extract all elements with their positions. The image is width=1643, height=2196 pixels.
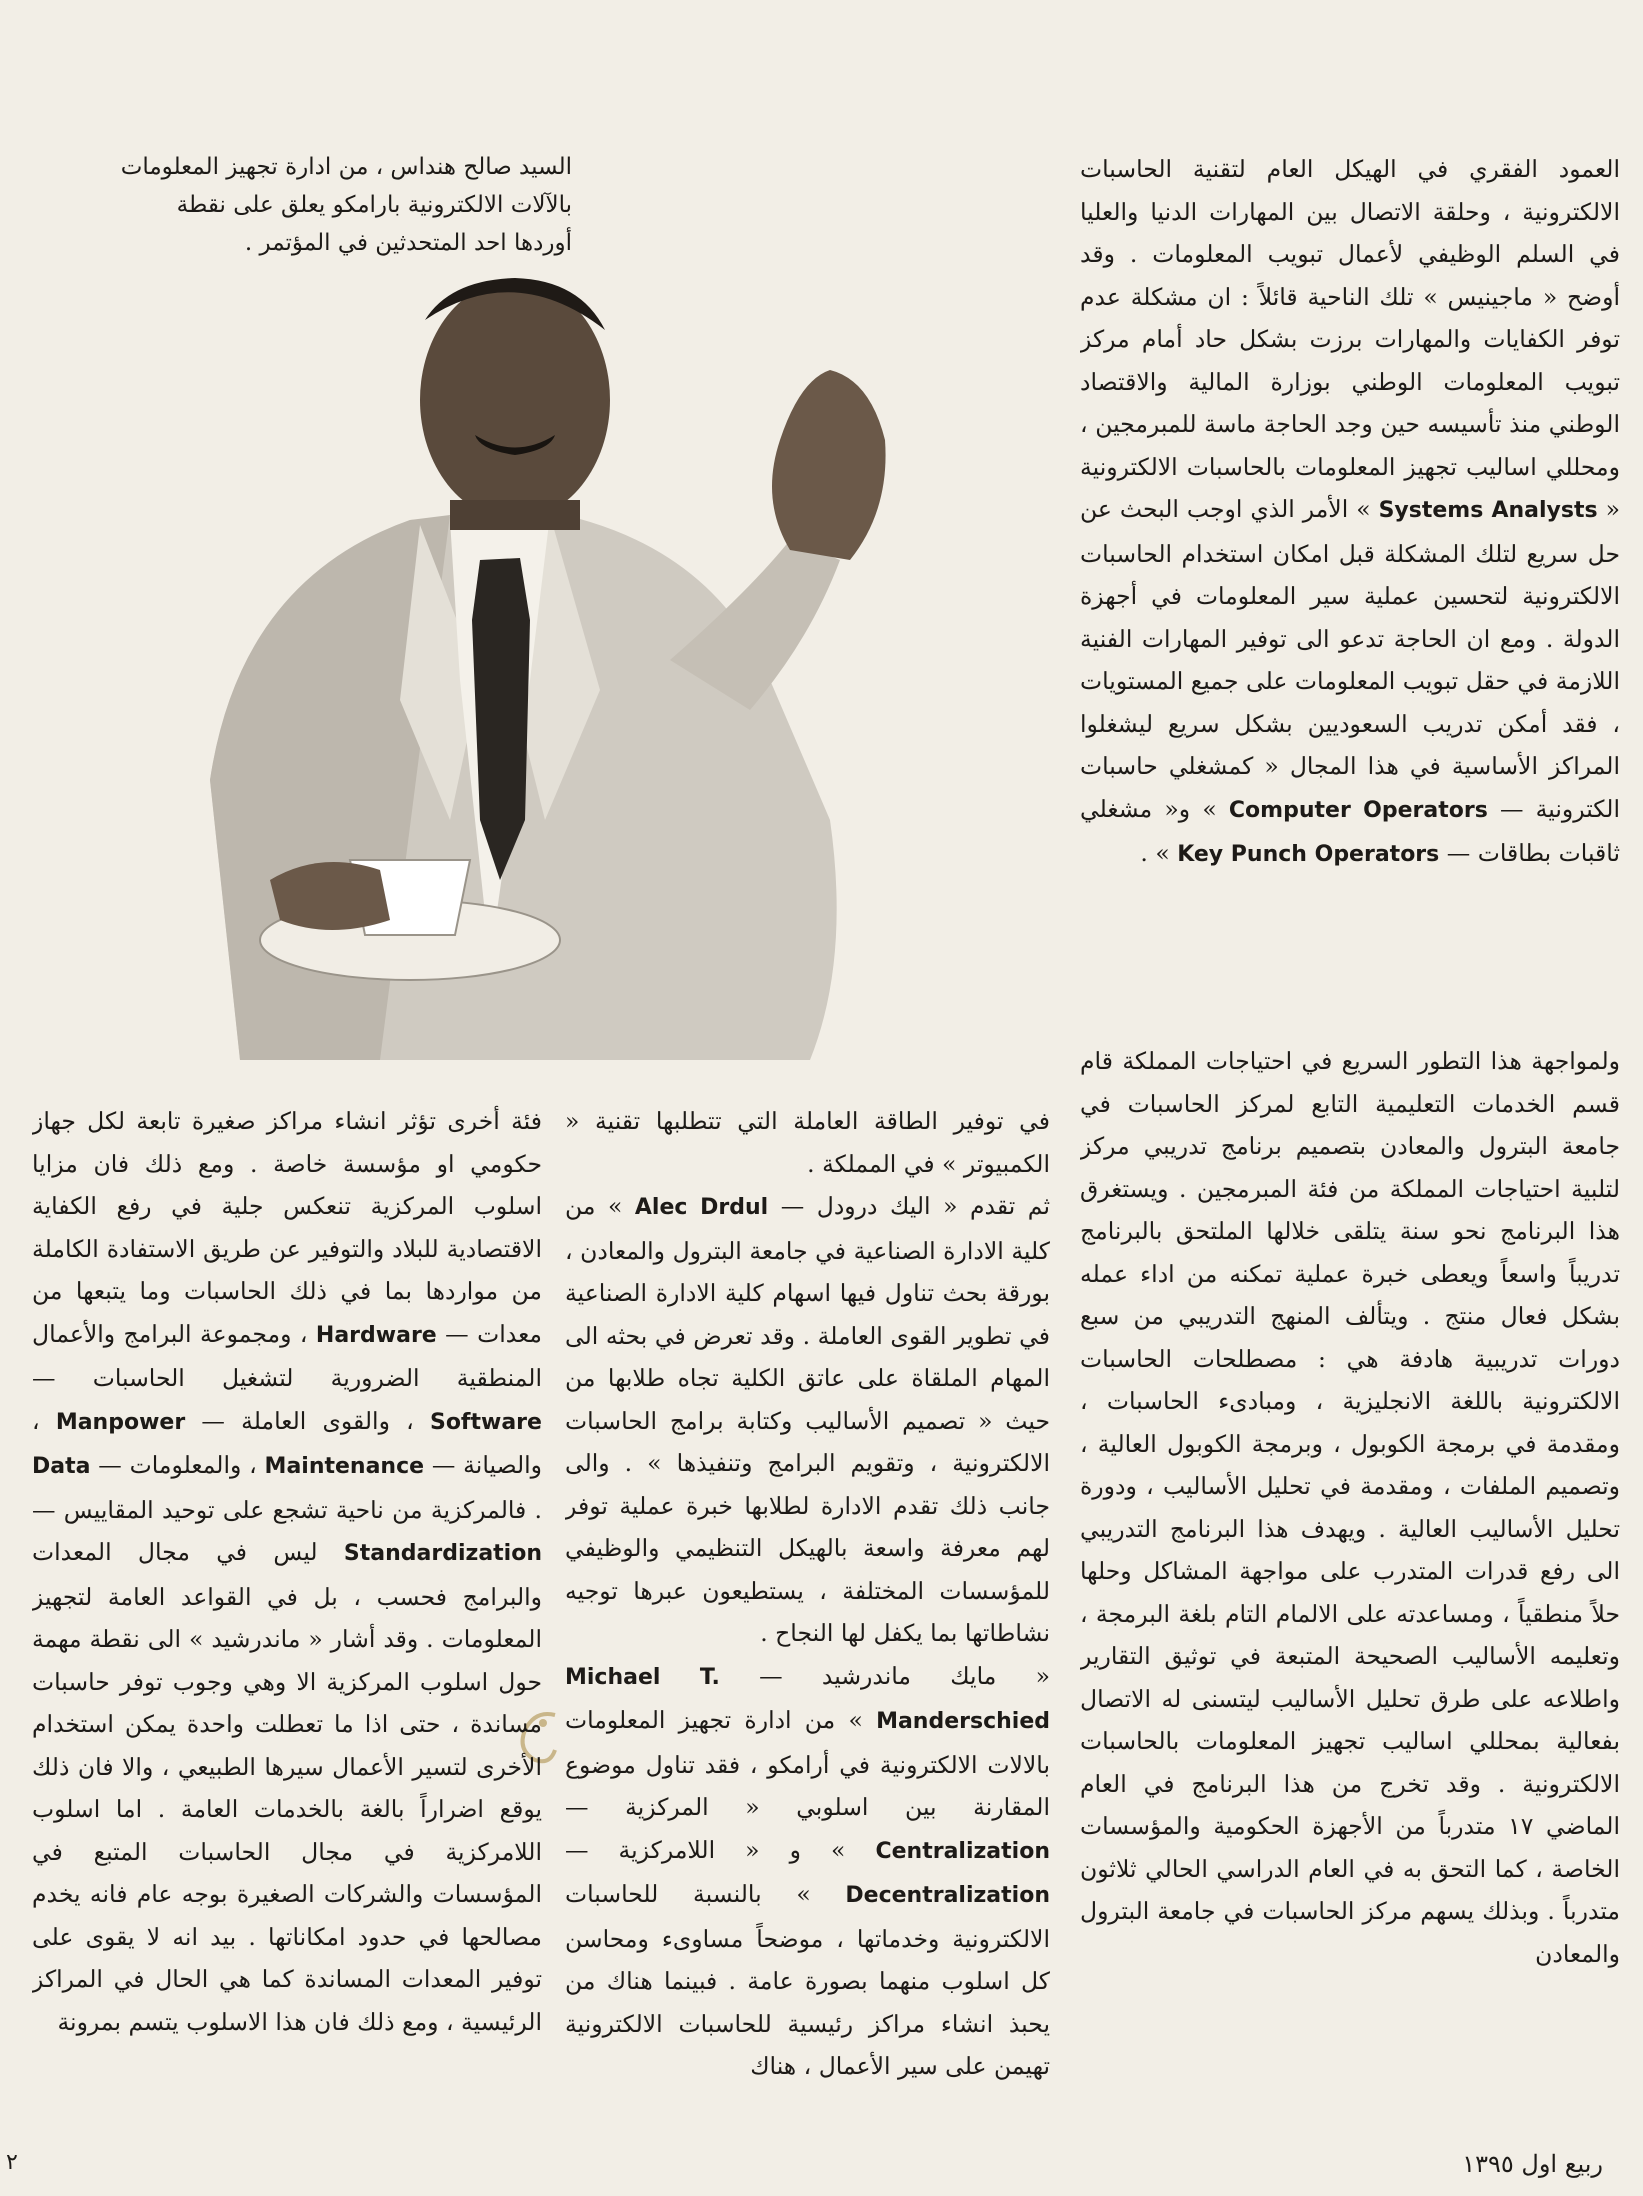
english-term: Key Punch Operators — [1177, 842, 1440, 867]
english-term: Alec Drdul — [634, 1195, 769, 1220]
text-run: » من كلية الادارة الصناعية في جامعة البترول والمعادن ، بورقة بحث تناول فيها اسهام كلية الادارة الصناعية في تطوير القوى العاملة . وقد تعرض في بحثه الى المهام الملقاة على عاتق الكلية تجاه طلابها من حيث « تصميم الأساليب وكتابة برامج الحاسبات الالكترونية ، وتقويم البرامج وتنفيذها » . والى جانب ذلك تقدم الادارة لطلابها خبرة عملية توفر لهم معرفة واسعة بالهيكل التنظيمي والوظيفي للمؤسسات المختلفة ، يستطيعون عبرها توجيه نشاطاتها بما يكفل لها النجاح . — [565, 1192, 1050, 1647]
column-middle — [565, 1100, 1050, 2140]
paragraph: ولمواجهة هذا التطور السريع في احتياجات المملكة قام قسم الخدمات التعليمية التابع لمركز الحاسبات في جامعة البترول والمعادن بتصميم برنامج تدريبي مركز لتلبية احتياجات المملكة من فئة المبرمجين . ويستغرق هذا البرنامج نحو سنة يتلقى خلالها الملتحق بالبرنامج تدريباً واسعاً ويعطى خبرة عملية تمكنه من اداء عمله بشكل فعال منتج . ويتألف المنهج التدريبي من سبع دورات تدريبية هادفة هي : مصطلحات الحاسبات الالكترونية باللغة الانجليزية ، ومبادىء الحاسبات ، ومقدمة في برمجة الكوبول ، وبرمجة الكوبول العالية ، وتصميم الملفات ، ومقدمة في تحليل الأساليب ، ودورة تحليل الأساليب العالية . ويهدف هذا البرنامج التدريبي الى رفع قدرات المتدرب على مواجهة المشاكل وحلها حلاً منطقياً ، ومساعدته على الالمام التام بلغة البرمجة ، وتعليمه الأساليب الصحيحة المتبعة في توثيق التقارير واطلاعه على طرق تحليل الأساليب ليتسنى له الاتصال بفعالية بمحللي اساليب تجهيز المعلومات بالحاسبات الالكترونية . وقد تخرج من هذا البرنامج في العام الماضي ١٧ متدرباً من الأجهزة الحكومية والمؤسسات الخاصة ، كما التحق به في العام الدراسي الحالي ثلاثون متدرباً . وبذلك يسهم مركز الحاسبات في جامعة البترول والمعادن — [1080, 1047, 1620, 1968]
text-run: ثم تقدم « اليك درودل — — [780, 1192, 1050, 1220]
text-run: « مايك ماندرشيد — — [759, 1661, 1050, 1690]
text-run: فئة أخرى تؤثر انشاء مراكز صغيرة تابعة لكل جهاز حكومي او مؤسسة خاصة . ومع ذلك فان مزايا اسلوب المركزية تنعكس جلية في رفع الكفاية الاقتصادية للبلاد والتوفير عن طريق الاستفادة الكاملة من مواردها بما في ذلك الحاسبات وما يتبعها من معدات — — [32, 1107, 542, 1348]
issue-date: ربيع اول ١٣٩٥ — [1462, 2150, 1603, 2178]
text-run: . فالمركزية من ناحية تشجع على توحيد المقاييس — — [32, 1495, 542, 1524]
paragraph — [32, 1100, 542, 2043]
text-run: ، والمعلومات — — [98, 1451, 257, 1479]
text-run: العمود الفقري في الهيكل العام لتقنية الحاسبات الالكترونية ، وحلقة الاتصال بين المهارات الدنيا والعليا في السلم الوظيفي لأعمال تبويب المعلومات . وقد أوضح « ماجينيس » تلك الناحية قائلاً : ان مشكلة عدم توفر الكفايات والمهارات برزت بشكل حاد أمام مركز تبويب المعلومات الوطني بوزارة المالية والاقتصاد الوطني منذ تأسيسه حين وجد الحاجة ماسة للمبرمجين ، ومحللي اساليب تجهيز المعلومات بالحاسبات الالكترونية « — [1080, 155, 1620, 523]
english-term: Standardization — [343, 1541, 542, 1566]
photo-illustration — [150, 260, 1070, 1060]
text-run: » و « اللامركزية — — [565, 1835, 846, 1864]
english-term: Decentralization — [845, 1883, 1050, 1908]
text-run: ، والصيانة — — [32, 1406, 542, 1479]
text-run: » و« مشغلي ثاقبات بطاقات — — [1080, 794, 1620, 867]
page-number: ٢ — [6, 2150, 18, 2175]
caption-line-2: بالآلات الالكترونية بارامكو يعلق على نقطة — [176, 192, 572, 218]
column-right-top — [1080, 148, 1620, 1028]
caption-line-3: أوردها احد المتحدثين في المؤتمر . — [244, 230, 572, 256]
english-term: Maintenance — [264, 1454, 425, 1479]
english-term: Hardware — [315, 1322, 437, 1348]
text-run: ليس في مجال المعدات والبرامج فحسب ، بل في القواعد العامة لتجهيز المعلومات . وقد أشار « ماندرشيد » الى نقطة مهمة حول اسلوب المركزية الا وهي وجوب توفر حاسبات مساندة ، حتى اذا ما تعطلت واحدة يمكن استخدام الأخرى لتسير الأعمال سيرها الطبيعي ، والا فان ذلك يوقع اضراراً بالغة بالخدمات العامة . اما اسلوب اللامركزية في مجال الحاسبات المتبع في المؤسسات والشركات الصغيرة بوجه عام فانه يخدم مصالحها في حدود امكاناتها . بيد انه لا يقوى على توفير المعدات المساندة كما هي الحال في المراكز الرئيسية ، ومع ذلك فان هذا الاسلوب يتسم بمرونة — [32, 1538, 542, 2036]
english-term: Centralization — [875, 1838, 1050, 1864]
paragraph — [1080, 148, 1620, 877]
text-run: » بالنسبة للحاسبات الالكترونية وخدماتها ، موضحاً مساوىء ومحاسن كل اسلوب منهما بصورة عامة . فبينما هناك من يحبذ انشاء مراكز رئيسية للحاسبات الالكترونية تهيمن على سير الأعمال ، هناك — [565, 1880, 1050, 2080]
text-run: » الأمر الذي اوجب البحث عن حل سريع لتلك المشكلة قبل امكان استخدام الحاسبات الالكترونية لتحسين عملية سير المعلومات في أجهزة الدولة . ومع ان الحاجة تدعو الى توفير المهارات الفنية اللازمة في حقل تبويب المعلومات على جميع المستويات ، فقد أمكن تدريب السعوديين بشكل سريع ليشغلوا المراكز الأساسية في هذا المجال « كمشغلي حاسبات الكترونية — — [1080, 495, 1620, 823]
text-run: ، والقوى العاملة — — [201, 1406, 414, 1435]
paragraph: في توفير الطاقة العاملة التي تتطلبها تقنية « الكمبيوتر » في المملكة . — [565, 1107, 1050, 1178]
man-speaking-photo — [150, 260, 1070, 1060]
english-term: Software — [429, 1409, 542, 1435]
english-term: Michael T. Manderschied — [565, 1664, 1050, 1734]
column-right-bottom — [1080, 1040, 1620, 2130]
english-term: Manpower — [55, 1409, 186, 1435]
english-term: Computer Operators — [1228, 797, 1488, 823]
paragraph — [565, 1655, 1050, 2088]
paragraph — [565, 1185, 1050, 1655]
column-left — [32, 1100, 542, 2140]
text-run: » . — [1140, 839, 1170, 867]
photo-caption — [32, 148, 572, 262]
caption-line-1: السيد صالح هنداس ، من ادارة تجهيز المعلومات — [120, 154, 572, 180]
english-term: Systems Analysts — [1378, 498, 1598, 523]
text-run: » من ادارة تجهيز المعلومات بالالات الالكترونية في أرامكو ، فقد تناول موضوع المقارنة بين اسلوبي « المركزية — — [565, 1706, 1050, 1821]
text-run: ، ومجموعة البرامج والأعمال المنطقية الضرورية لتشغيل الحاسبات — — [32, 1319, 542, 1392]
english-term: Data — [32, 1454, 91, 1479]
